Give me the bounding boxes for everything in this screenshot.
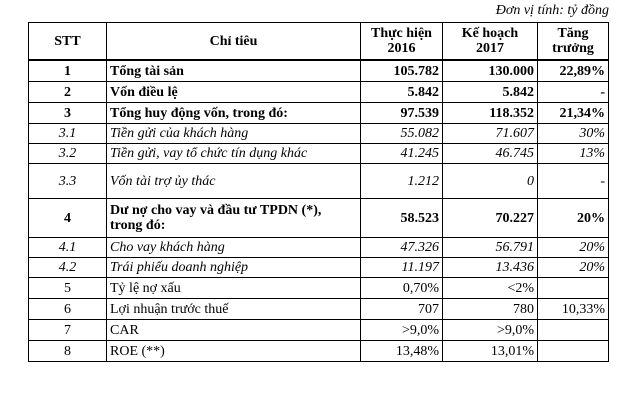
row-name: CAR	[107, 320, 361, 341]
row-stt: 3	[29, 103, 107, 124]
header-stt: STT	[29, 23, 107, 61]
row-actual: 0,70%	[361, 278, 443, 299]
table-row	[29, 82, 609, 103]
row-stt: 7	[29, 320, 107, 341]
financial-targets-table	[28, 22, 609, 362]
row-name: ROE (**)	[107, 341, 361, 362]
row-plan: 780	[443, 299, 538, 320]
row-growth: 21,34%	[538, 103, 609, 124]
row-name: Tổng tài sản	[107, 60, 361, 82]
row-stt: 3.3	[29, 164, 107, 199]
row-plan: 118.352	[443, 103, 538, 124]
row-name: Cho vay khách hàng	[107, 238, 361, 258]
row-actual: 5.842	[361, 82, 443, 103]
table-row	[29, 199, 609, 238]
unit-note: Đơn vị tính: tỷ đồng	[495, 3, 609, 18]
header-plan-line1: Kế hoạch	[461, 26, 519, 41]
row-name: Trái phiếu doanh nghiệp	[107, 258, 361, 278]
row-plan: <2%	[443, 278, 538, 299]
row-actual: 105.782	[361, 60, 443, 82]
row-growth: -	[538, 164, 609, 199]
table-row	[29, 238, 609, 258]
row-plan: 13.436	[443, 258, 538, 278]
row-growth	[538, 320, 609, 341]
row-stt: 2	[29, 82, 107, 103]
row-plan: >9,0%	[443, 320, 538, 341]
row-actual: 58.523	[361, 199, 443, 238]
header-name: Chỉ tiêu	[107, 23, 361, 61]
row-growth: 30%	[538, 124, 609, 144]
table-row	[29, 124, 609, 144]
row-actual: 55.082	[361, 124, 443, 144]
row-name: Vốn điều lệ	[107, 82, 361, 103]
header-plan-2017	[443, 23, 538, 61]
header-plan-line2: 2017	[476, 41, 504, 56]
row-growth	[538, 278, 609, 299]
row-stt: 4.1	[29, 238, 107, 258]
header-growth-line1: Tăng	[557, 26, 589, 41]
row-stt: 3.2	[29, 144, 107, 164]
row-actual: 707	[361, 299, 443, 320]
row-plan: 71.607	[443, 124, 538, 144]
row-name	[107, 199, 361, 238]
row-stt: 1	[29, 60, 107, 82]
table-row	[29, 258, 609, 278]
row-growth: 20%	[538, 258, 609, 278]
row-growth: 10,33%	[538, 299, 609, 320]
row-name: Tỷ lệ nợ xấu	[107, 278, 361, 299]
row-actual: >9,0%	[361, 320, 443, 341]
table-row	[29, 144, 609, 164]
header-growth-line2: trưởng	[552, 41, 594, 56]
row-growth: 20%	[538, 199, 609, 238]
table-row	[29, 320, 609, 341]
row-name: Vốn tài trợ ủy thác	[107, 164, 361, 199]
row-stt: 5	[29, 278, 107, 299]
row-stt: 4.2	[29, 258, 107, 278]
row-actual: 11.197	[361, 258, 443, 278]
row-stt: 4	[29, 199, 107, 238]
row-actual: 47.326	[361, 238, 443, 258]
row-growth: 22,89%	[538, 60, 609, 82]
row-plan: 56.791	[443, 238, 538, 258]
header-actual-line2: 2016	[387, 41, 416, 56]
row-plan: 13,01%	[443, 341, 538, 362]
table-row	[29, 60, 609, 82]
table-row	[29, 299, 609, 320]
row-name: Lợi nhuận trước thuế	[107, 299, 361, 320]
row-plan: 0	[443, 164, 538, 199]
row-actual: 97.539	[361, 103, 443, 124]
row-plan: 46.745	[443, 144, 538, 164]
row-name-line1: Dư nợ cho vay và đầu tư TPDN (*),	[110, 203, 322, 218]
row-growth: 13%	[538, 144, 609, 164]
header-actual-line1: Thực hiện	[371, 26, 432, 41]
header-actual-2016	[361, 23, 443, 61]
row-name: Tiền gửi của khách hàng	[107, 124, 361, 144]
header-growth	[538, 23, 609, 61]
row-stt: 3.1	[29, 124, 107, 144]
row-growth: 20%	[538, 238, 609, 258]
row-plan: 70.227	[443, 199, 538, 238]
table-row	[29, 341, 609, 362]
row-name-line2: trong đó:	[110, 218, 166, 233]
row-plan: 130.000	[443, 60, 538, 82]
row-growth	[538, 341, 609, 362]
row-actual: 1.212	[361, 164, 443, 199]
table-row	[29, 278, 609, 299]
table-row	[29, 103, 609, 124]
row-stt: 6	[29, 299, 107, 320]
table-row	[29, 164, 609, 199]
row-actual: 41.245	[361, 144, 443, 164]
row-actual: 13,48%	[361, 341, 443, 362]
row-growth: -	[538, 82, 609, 103]
row-plan: 5.842	[443, 82, 538, 103]
row-name: Tổng huy động vốn, trong đó:	[107, 103, 361, 124]
table-header-row	[29, 23, 609, 61]
row-stt: 8	[29, 341, 107, 362]
row-name: Tiền gửi, vay tổ chức tín dụng khác	[107, 144, 361, 164]
